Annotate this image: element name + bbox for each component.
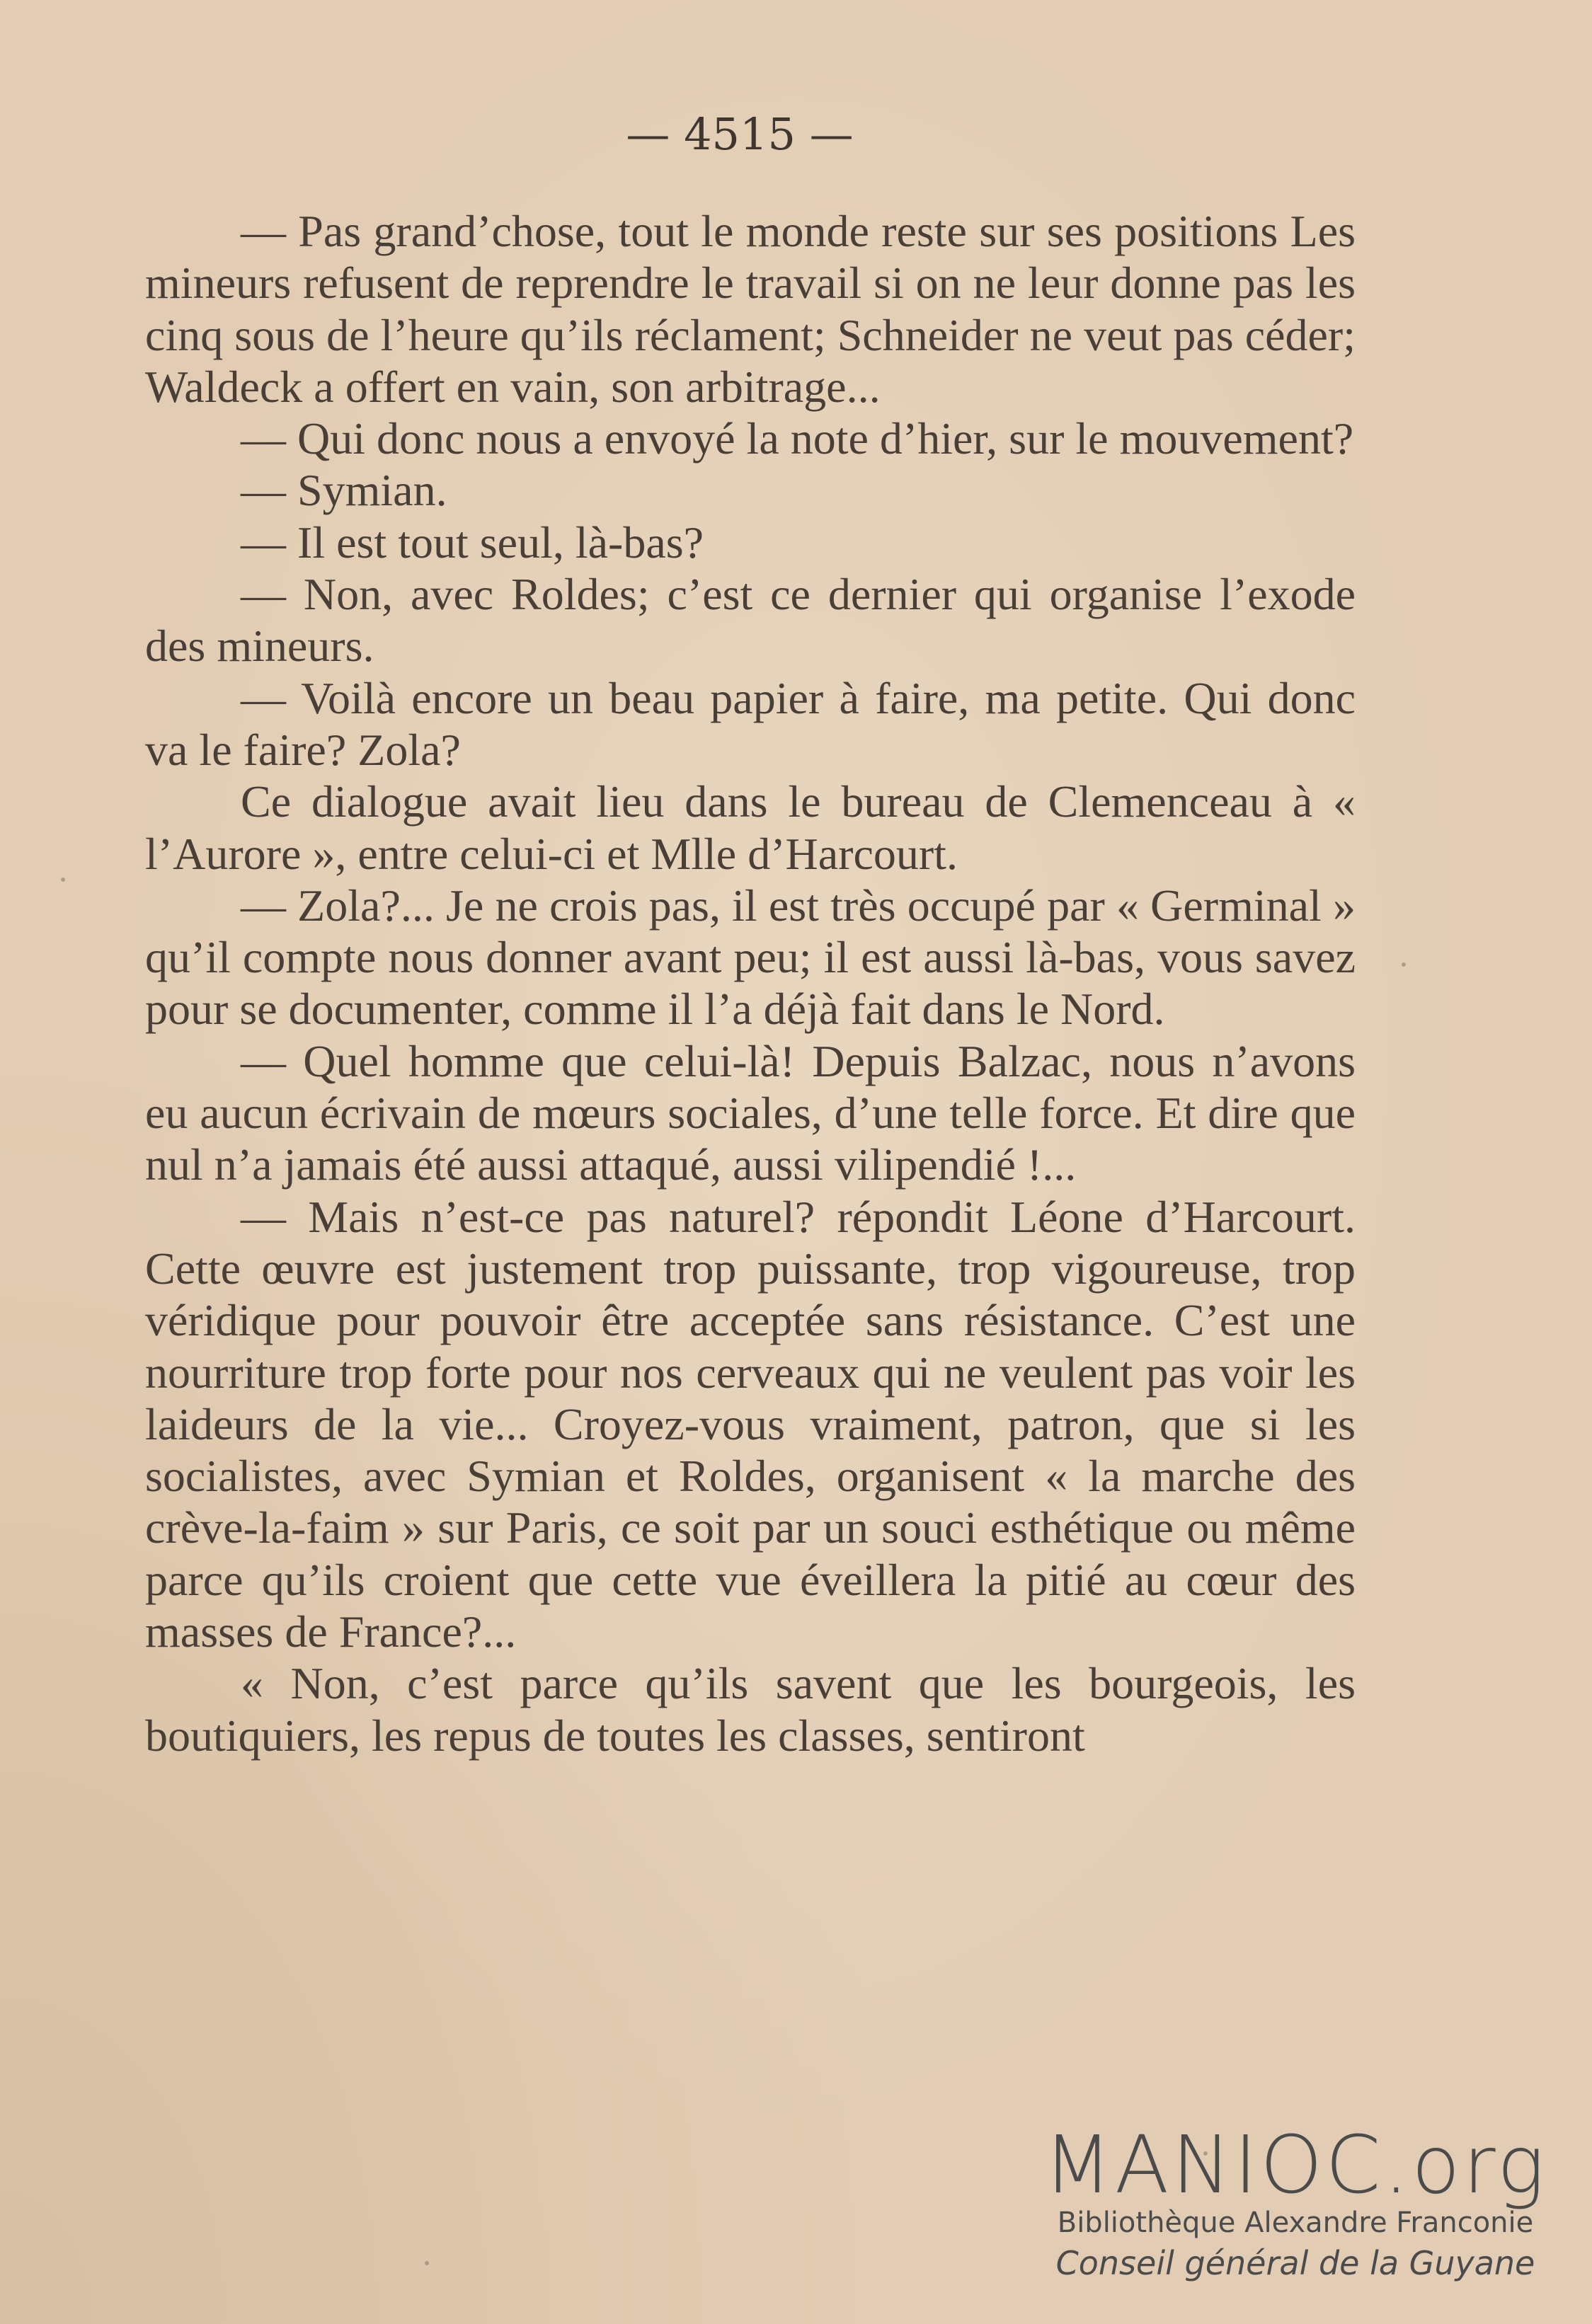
body-text (145, 205, 1356, 1761)
paragraph: — Zola?... Je ne crois pas, il est très occupé par « Germinal » qu’il compte nous donner avant peu; il est aussi là-bas, vous savez pour se documenter, comme il l’a déjà fait dans le Nord. (145, 880, 1356, 1035)
paragraph: Ce dialogue avait lieu dans le bureau de Clemenceau à « l’Aurore », entre celui-ci et Mlle d’Harcourt. (145, 776, 1356, 879)
paper-speck (1203, 2151, 1208, 2156)
watermark-library-name: Bibliothèque Alexandre Franconie (1057, 2207, 1534, 2239)
paper-speck (61, 878, 65, 882)
paragraph: — Pas grand’chose, tout le monde reste sur ses positions Les mineurs refusent de reprendre le travail si on ne leur donne pas les cinq sous de l’heure qu’ils réclament; Schneider ne veut pas céder; Waldeck a offert en vain, son arbitrage... (145, 206, 1356, 412)
manioc-watermark (1026, 2119, 1564, 2293)
paragraph: — Voilà encore un beau papier à faire, ma petite. Qui donc va le faire? Zola? (145, 672, 1356, 775)
paragraph: « Non, c’est parce qu’ils savent que les bourgeois, les boutiquiers, les repus de toutes les classes, sentiront (145, 1658, 1356, 1761)
paragraph: — Quel homme que celui-là! Depuis Balzac, nous n’avons eu aucun écrivain de mœurs sociales, d’une telle force. Et dire que nul n’a jamais été aussi attaqué, aussi vilipendié !... (145, 1035, 1356, 1190)
paper-speck (425, 2261, 429, 2265)
paragraph: — Il est tout seul, là-bas? (241, 517, 704, 568)
paragraph: — Symian. (241, 465, 447, 516)
paper-speck (1402, 962, 1406, 967)
manioc-logo: MANIOC.org (1043, 2119, 1547, 2211)
page-number: — 4515 — (626, 108, 854, 160)
watermark-council-name: Conseil général de la Guyane (1055, 2244, 1535, 2282)
paragraph: — Mais n’est-ce pas naturel? répondit Léone d’Harcourt. Cette œuvre est justement trop puissante, trop vigoureuse, trop véridique pour pouvoir être acceptée sans résistance. C’est une nourriture trop forte pour nos cerveaux qui ne veulent pas voir les laideurs de la vie... Croyez-vous vraiment, patron, que si les socialistes, avec Symian et Roldes, organisent « la marche des crève-la-faim » sur Paris, ce soit par un souci esthétique ou même parce qu’ils croient que cette vue éveillera la pitié au cœur des masses de France?... (145, 1191, 1356, 1657)
paragraph: — Non, avec Roldes; c’est ce dernier qui organise l’exode des mineurs. (145, 569, 1356, 672)
paragraph: — Qui donc nous a envoyé la note d’hier, sur le mouvement? (241, 413, 1354, 464)
